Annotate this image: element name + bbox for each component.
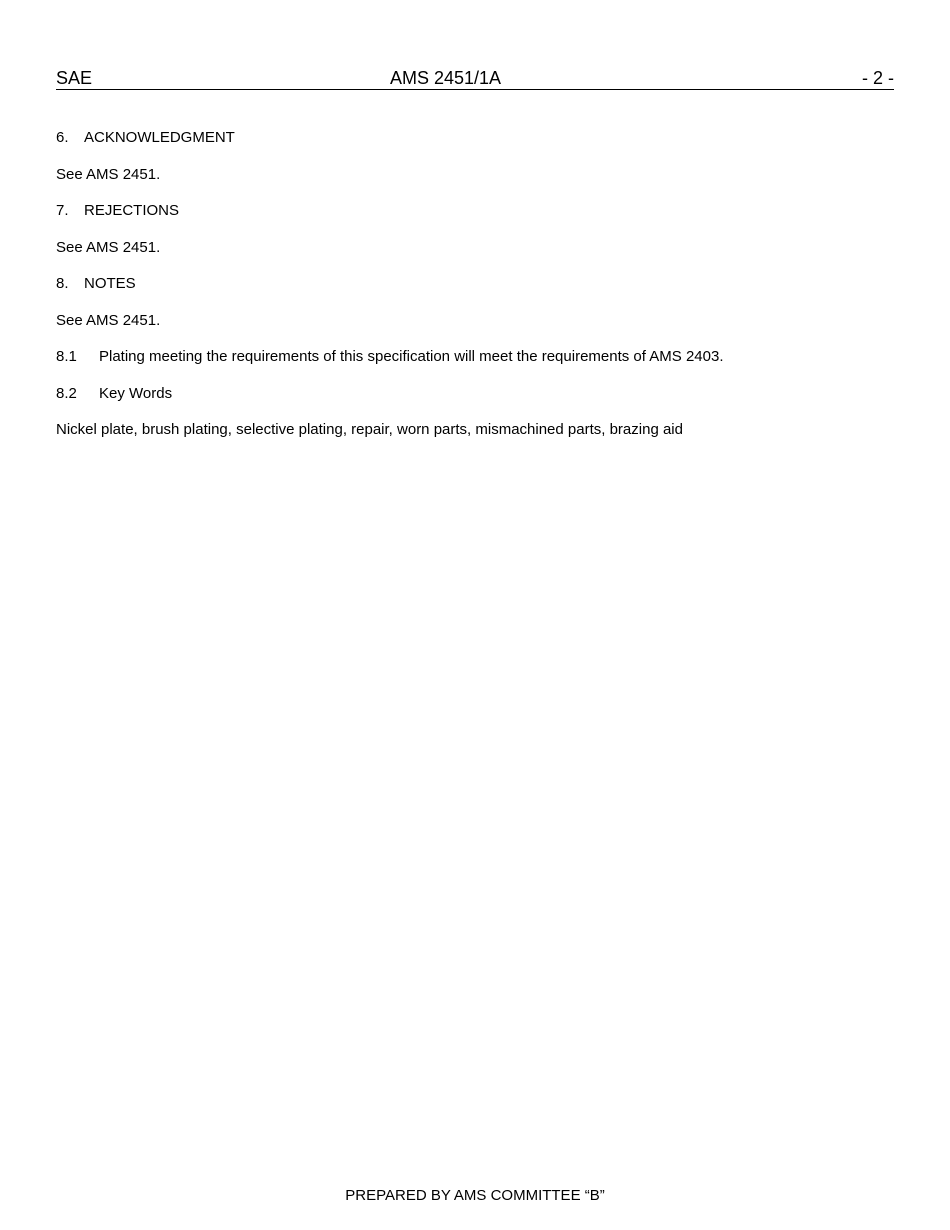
- section-heading-rejections: [56, 202, 179, 220]
- section-title: REJECTIONS: [84, 202, 180, 219]
- page-header: [56, 67, 894, 90]
- page-footer: PREPARED BY AMS COMMITTEE “B”: [345, 1187, 605, 1204]
- section-heading-acknowledgment: [56, 129, 235, 147]
- section-number: 7.: [56, 202, 69, 219]
- subsection-8-1: [56, 348, 724, 366]
- header-page-number: - 2 -: [861, 68, 894, 88]
- subsection-number: 8.2: [56, 385, 77, 402]
- subsection-text: Plating meeting the requirements of this specification will meet the requirements of AMS 2403.: [99, 348, 724, 365]
- section-number: 6.: [56, 129, 69, 146]
- subsection-8-2: [56, 385, 172, 403]
- header-organization: SAE: [56, 68, 93, 88]
- section-title: NOTES: [84, 275, 136, 292]
- section-body-notes: See AMS 2451.: [56, 312, 161, 329]
- subsection-number: 8.1: [56, 348, 77, 365]
- section-body-rejections: See AMS 2451.: [56, 239, 161, 256]
- keywords-list: Nickel plate, brush plating, selective plating, repair, worn parts, mismachined parts, brazing aid: [56, 421, 683, 438]
- section-body-acknowledgment: See AMS 2451.: [56, 166, 161, 183]
- header-document-number: AMS 2451/1A: [390, 68, 502, 88]
- section-title: ACKNOWLEDGMENT: [84, 129, 235, 146]
- section-number: 8.: [56, 275, 69, 292]
- section-heading-notes: [56, 275, 136, 293]
- subsection-text: Key Words: [99, 385, 173, 402]
